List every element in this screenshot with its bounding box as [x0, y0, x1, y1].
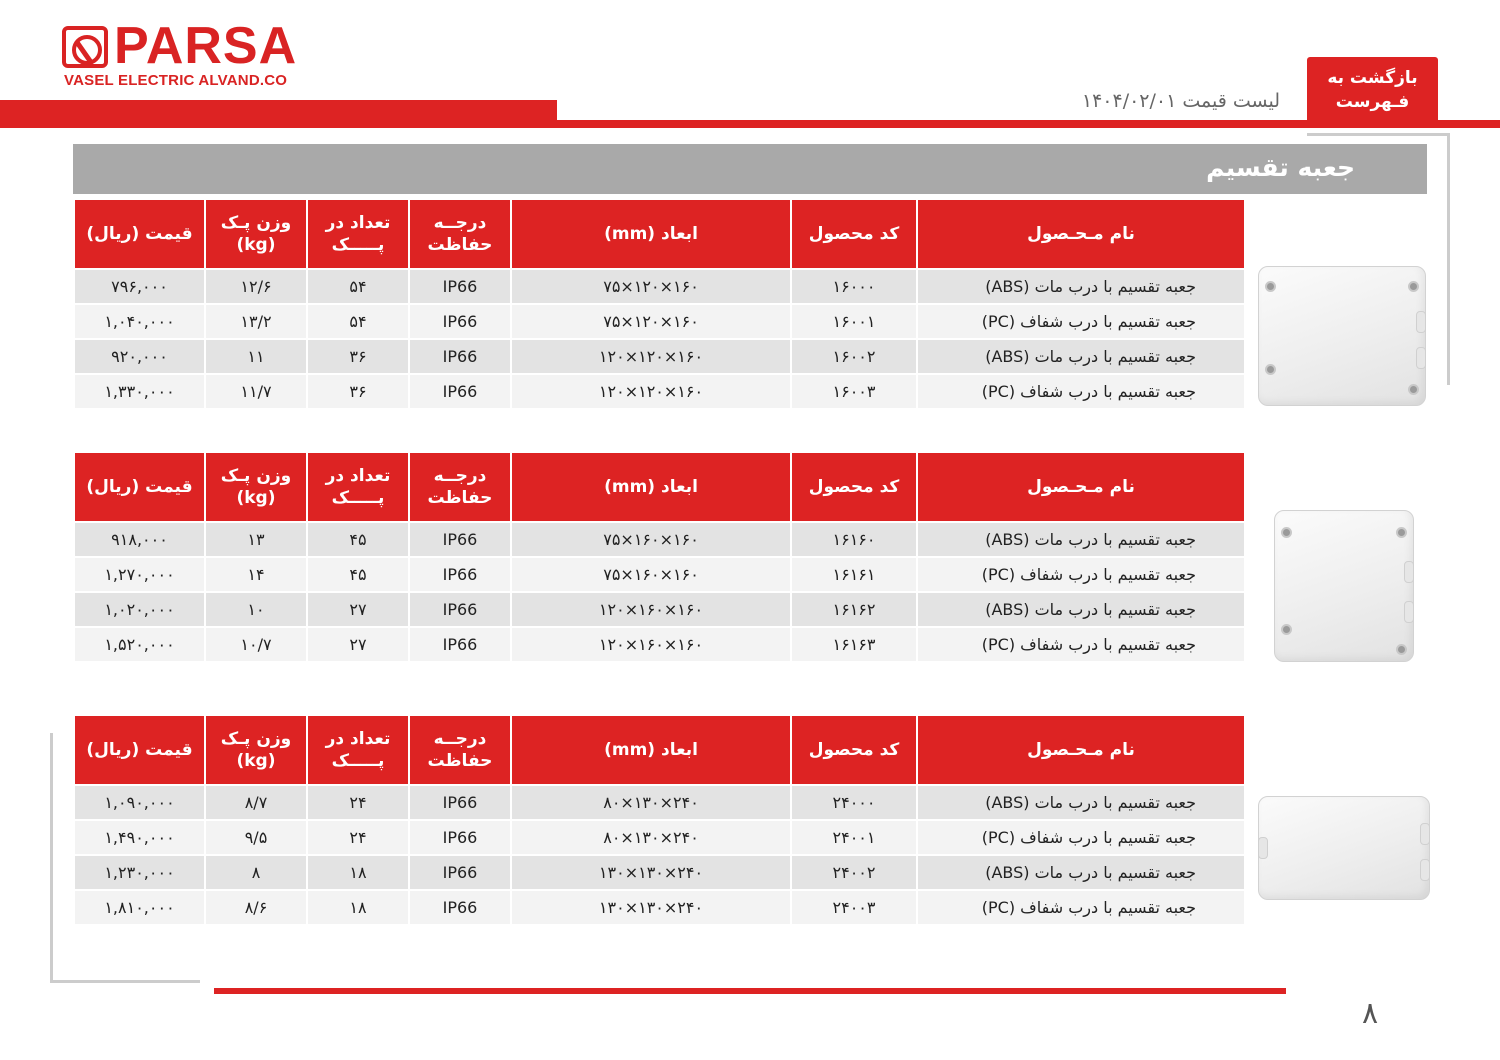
- cell-protection: IP66: [410, 628, 510, 661]
- cell-price: ۱,۸۱۰,۰۰۰: [75, 891, 204, 924]
- cell-dimensions: ۱۶۰×۱۲۰×۱۲۰: [512, 340, 790, 373]
- cell-protection: IP66: [410, 821, 510, 854]
- cell-product-code: ۲۴۰۰۰: [792, 786, 916, 819]
- table-row: [75, 821, 1244, 854]
- header-pack-weight: [206, 716, 306, 784]
- cell-pack-weight: ۱۲/۶: [206, 270, 306, 303]
- cell-dimensions: ۱۶۰×۱۶۰×۱۲۰: [512, 593, 790, 626]
- header-pack-weight-line1: وزن پـک: [220, 213, 292, 233]
- header-dimensions: ابعاد (mm): [512, 716, 790, 784]
- table-row: [75, 628, 1244, 661]
- header-product-code: کد محصول: [792, 453, 916, 521]
- header-dimensions: ابعاد (mm): [512, 200, 790, 268]
- cell-dimensions: ۲۴۰×۱۳۰×۸۰: [512, 786, 790, 819]
- cell-product-name: جعبه تقسیم با درب شفاف (PC): [918, 558, 1244, 591]
- cell-product-name: جعبه تقسیم با درب شفاف (PC): [918, 891, 1244, 924]
- page-number: ۸: [1361, 996, 1379, 1031]
- table-row: [75, 375, 1244, 408]
- cell-pack-quantity: ۲۴: [308, 786, 408, 819]
- brand-name: PARSA: [114, 17, 298, 75]
- knockout-icon: [1416, 311, 1426, 333]
- price-table-1: [73, 198, 1246, 410]
- cell-product-name: جعبه تقسیم با درب مات (ABS): [918, 786, 1244, 819]
- cell-price: ۱,۲۷۰,۰۰۰: [75, 558, 204, 591]
- back-button-line2: فـهرست: [1335, 92, 1410, 112]
- cell-dimensions: ۲۴۰×۱۳۰×۱۳۰: [512, 856, 790, 889]
- cell-product-name: جعبه تقسیم با درب شفاف (PC): [918, 628, 1244, 661]
- cell-product-code: ۱۶۱۶۱: [792, 558, 916, 591]
- cell-protection: IP66: [410, 523, 510, 556]
- section-title: جعبه تقسیم: [1206, 153, 1355, 182]
- cell-product-name: جعبه تقسیم با درب مات (ABS): [918, 856, 1244, 889]
- cell-price: ۱,۵۲۰,۰۰۰: [75, 628, 204, 661]
- header-pack-weight-line1: وزن پـک: [220, 729, 292, 749]
- table-row: [75, 558, 1244, 591]
- junction-box-image-1: [1258, 266, 1426, 406]
- screw-icon: [1408, 384, 1419, 395]
- header-protection-line2: حفاظت: [427, 488, 493, 508]
- cell-dimensions: ۱۶۰×۱۲۰×۷۵: [512, 305, 790, 338]
- cell-pack-weight: ۹/۵: [206, 821, 306, 854]
- knockout-icon: [1404, 601, 1414, 623]
- cell-dimensions: ۱۶۰×۱۲۰×۱۲۰: [512, 375, 790, 408]
- screw-icon: [1396, 527, 1407, 538]
- footer-bar: [214, 988, 1286, 994]
- cell-protection: IP66: [410, 270, 510, 303]
- cell-price: ۹۲۰,۰۰۰: [75, 340, 204, 373]
- header-pack-quantity-line2: پـــــک: [331, 235, 385, 255]
- cell-dimensions: ۱۶۰×۱۶۰×۱۲۰: [512, 628, 790, 661]
- table-header-row: [75, 453, 1244, 521]
- cell-pack-quantity: ۴۵: [308, 558, 408, 591]
- cell-dimensions: ۱۶۰×۱۶۰×۷۵: [512, 558, 790, 591]
- header-pack-weight-line2: (kg): [236, 235, 276, 255]
- cell-product-name: جعبه تقسیم با درب شفاف (PC): [918, 821, 1244, 854]
- cell-dimensions: ۱۶۰×۱۲۰×۷۵: [512, 270, 790, 303]
- cell-pack-weight: ۱۳: [206, 523, 306, 556]
- header-price: قیمت (ریال): [75, 716, 204, 784]
- section-title-bar: [73, 144, 1427, 194]
- header-price: قیمت (ریال): [75, 453, 204, 521]
- table-row: [75, 305, 1244, 338]
- knockout-icon: [1258, 837, 1268, 859]
- cell-pack-weight: ۱۴: [206, 558, 306, 591]
- cell-pack-weight: ۸: [206, 856, 306, 889]
- cell-product-name: جعبه تقسیم با درب مات (ABS): [918, 270, 1244, 303]
- cell-dimensions: ۲۴۰×۱۳۰×۸۰: [512, 821, 790, 854]
- cell-price: ۱,۳۳۰,۰۰۰: [75, 375, 204, 408]
- cell-pack-quantity: ۳۶: [308, 340, 408, 373]
- table-header-row: [75, 200, 1244, 268]
- cell-dimensions: ۲۴۰×۱۳۰×۱۳۰: [512, 891, 790, 924]
- cell-pack-weight: ۱۰: [206, 593, 306, 626]
- cell-protection: IP66: [410, 786, 510, 819]
- cell-product-code: ۱۶۱۶۰: [792, 523, 916, 556]
- header-protection-line1: درجــه: [433, 213, 487, 233]
- knockout-icon: [1416, 347, 1426, 369]
- cell-protection: IP66: [410, 340, 510, 373]
- header-protection-line1: درجــه: [433, 466, 487, 486]
- header-price: قیمت (ریال): [75, 200, 204, 268]
- header-pack-quantity-line2: پـــــک: [331, 488, 385, 508]
- cell-protection: IP66: [410, 305, 510, 338]
- header-product-name: نام مـحـصول: [918, 200, 1244, 268]
- cell-product-code: ۱۶۰۰۰: [792, 270, 916, 303]
- screw-icon: [1408, 281, 1419, 292]
- cell-protection: IP66: [410, 558, 510, 591]
- cell-pack-quantity: ۵۴: [308, 270, 408, 303]
- cell-pack-weight: ۱۱: [206, 340, 306, 373]
- header-protection-line1: درجــه: [433, 729, 487, 749]
- header-pack-quantity: [308, 716, 408, 784]
- junction-box-image-3: [1258, 796, 1430, 900]
- cell-price: ۱,۲۳۰,۰۰۰: [75, 856, 204, 889]
- header-protection: [410, 716, 510, 784]
- header-protection-line2: حفاظت: [427, 751, 493, 771]
- header-pack-quantity-line1: تعداد در: [325, 729, 391, 749]
- table-header-row: [75, 716, 1244, 784]
- header-pack-weight: [206, 200, 306, 268]
- cell-pack-quantity: ۱۸: [308, 856, 408, 889]
- cell-product-code: ۱۶۱۶۲: [792, 593, 916, 626]
- header-protection-line2: حفاظت: [427, 235, 493, 255]
- table-row: [75, 856, 1244, 889]
- header-product-code: کد محصول: [792, 716, 916, 784]
- cell-product-name: جعبه تقسیم با درب شفاف (PC): [918, 375, 1244, 408]
- cell-product-code: ۱۶۰۰۱: [792, 305, 916, 338]
- screw-icon: [1265, 364, 1276, 375]
- header-pack-weight-line1: وزن پـک: [220, 466, 292, 486]
- cell-product-code: ۲۴۰۰۱: [792, 821, 916, 854]
- junction-box-image-2: [1274, 510, 1414, 662]
- cell-pack-quantity: ۲۴: [308, 821, 408, 854]
- cell-pack-weight: ۱۱/۷: [206, 375, 306, 408]
- knockout-icon: [1420, 859, 1430, 881]
- cell-product-code: ۱۶۰۰۲: [792, 340, 916, 373]
- cell-price: ۱,۰۴۰,۰۰۰: [75, 305, 204, 338]
- cell-protection: IP66: [410, 891, 510, 924]
- cell-pack-weight: ۱۳/۲: [206, 305, 306, 338]
- cell-price: ۷۹۶,۰۰۰: [75, 270, 204, 303]
- price-list-date: لیست قیمت ۱۴۰۴/۰۲/۰۱: [1081, 90, 1280, 112]
- cell-product-code: ۲۴۰۰۳: [792, 891, 916, 924]
- cell-product-name: جعبه تقسیم با درب مات (ABS): [918, 593, 1244, 626]
- table-row: [75, 593, 1244, 626]
- table-row: [75, 891, 1244, 924]
- price-table-2: [73, 451, 1246, 663]
- header-protection: [410, 453, 510, 521]
- cell-price: ۱,۰۲۰,۰۰۰: [75, 593, 204, 626]
- cell-pack-weight: ۱۰/۷: [206, 628, 306, 661]
- cell-product-code: ۲۴۰۰۲: [792, 856, 916, 889]
- cell-protection: IP66: [410, 593, 510, 626]
- cell-pack-weight: ۸/۷: [206, 786, 306, 819]
- cell-pack-quantity: ۵۴: [308, 305, 408, 338]
- cell-protection: IP66: [410, 856, 510, 889]
- knockout-icon: [1404, 561, 1414, 583]
- cell-product-name: جعبه تقسیم با درب شفاف (PC): [918, 305, 1244, 338]
- cell-pack-quantity: ۲۷: [308, 628, 408, 661]
- cell-pack-quantity: ۴۵: [308, 523, 408, 556]
- cell-price: ۱,۰۹۰,۰۰۰: [75, 786, 204, 819]
- cell-product-code: ۱۶۰۰۳: [792, 375, 916, 408]
- header-pack-weight: [206, 453, 306, 521]
- brand-subtitle: VASEL ELECTRIC ALVAND.CO: [64, 72, 288, 89]
- price-table-3: [73, 714, 1246, 926]
- cell-price: ۹۱۸,۰۰۰: [75, 523, 204, 556]
- header-protection: [410, 200, 510, 268]
- knockout-icon: [1420, 823, 1430, 845]
- header-pack-quantity: [308, 453, 408, 521]
- screw-icon: [1265, 281, 1276, 292]
- cell-product-name: جعبه تقسیم با درب مات (ABS): [918, 340, 1244, 373]
- back-button-line1: بازگشت به: [1327, 68, 1418, 88]
- header-product-code: کد محصول: [792, 200, 916, 268]
- cell-dimensions: ۱۶۰×۱۶۰×۷۵: [512, 523, 790, 556]
- cell-product-code: ۱۶۱۶۳: [792, 628, 916, 661]
- cell-pack-weight: ۸/۶: [206, 891, 306, 924]
- screw-icon: [1281, 624, 1292, 635]
- header-bar-left: [0, 100, 557, 128]
- header-product-name: نام مـحـصول: [918, 453, 1244, 521]
- table-row: [75, 270, 1244, 303]
- header-pack-quantity: [308, 200, 408, 268]
- header-product-name: نام مـحـصول: [918, 716, 1244, 784]
- cell-pack-quantity: ۳۶: [308, 375, 408, 408]
- header-pack-quantity-line1: تعداد در: [325, 466, 391, 486]
- cell-product-name: جعبه تقسیم با درب مات (ABS): [918, 523, 1244, 556]
- header-pack-weight-line2: (kg): [236, 488, 276, 508]
- cell-price: ۱,۴۹۰,۰۰۰: [75, 821, 204, 854]
- table-row: [75, 340, 1244, 373]
- header-dimensions: ابعاد (mm): [512, 453, 790, 521]
- screw-icon: [1396, 644, 1407, 655]
- header-pack-quantity-line2: پـــــک: [331, 751, 385, 771]
- header-pack-weight-line2: (kg): [236, 751, 276, 771]
- table-row: [75, 523, 1244, 556]
- parsa-logo-icon: [62, 26, 108, 68]
- cell-pack-quantity: ۱۸: [308, 891, 408, 924]
- screw-icon: [1281, 527, 1292, 538]
- back-to-index-button[interactable]: [1307, 57, 1438, 123]
- header-pack-quantity-line1: تعداد در: [325, 213, 391, 233]
- table-row: [75, 786, 1244, 819]
- cell-pack-quantity: ۲۷: [308, 593, 408, 626]
- cell-protection: IP66: [410, 375, 510, 408]
- parsa-logo: [62, 17, 312, 94]
